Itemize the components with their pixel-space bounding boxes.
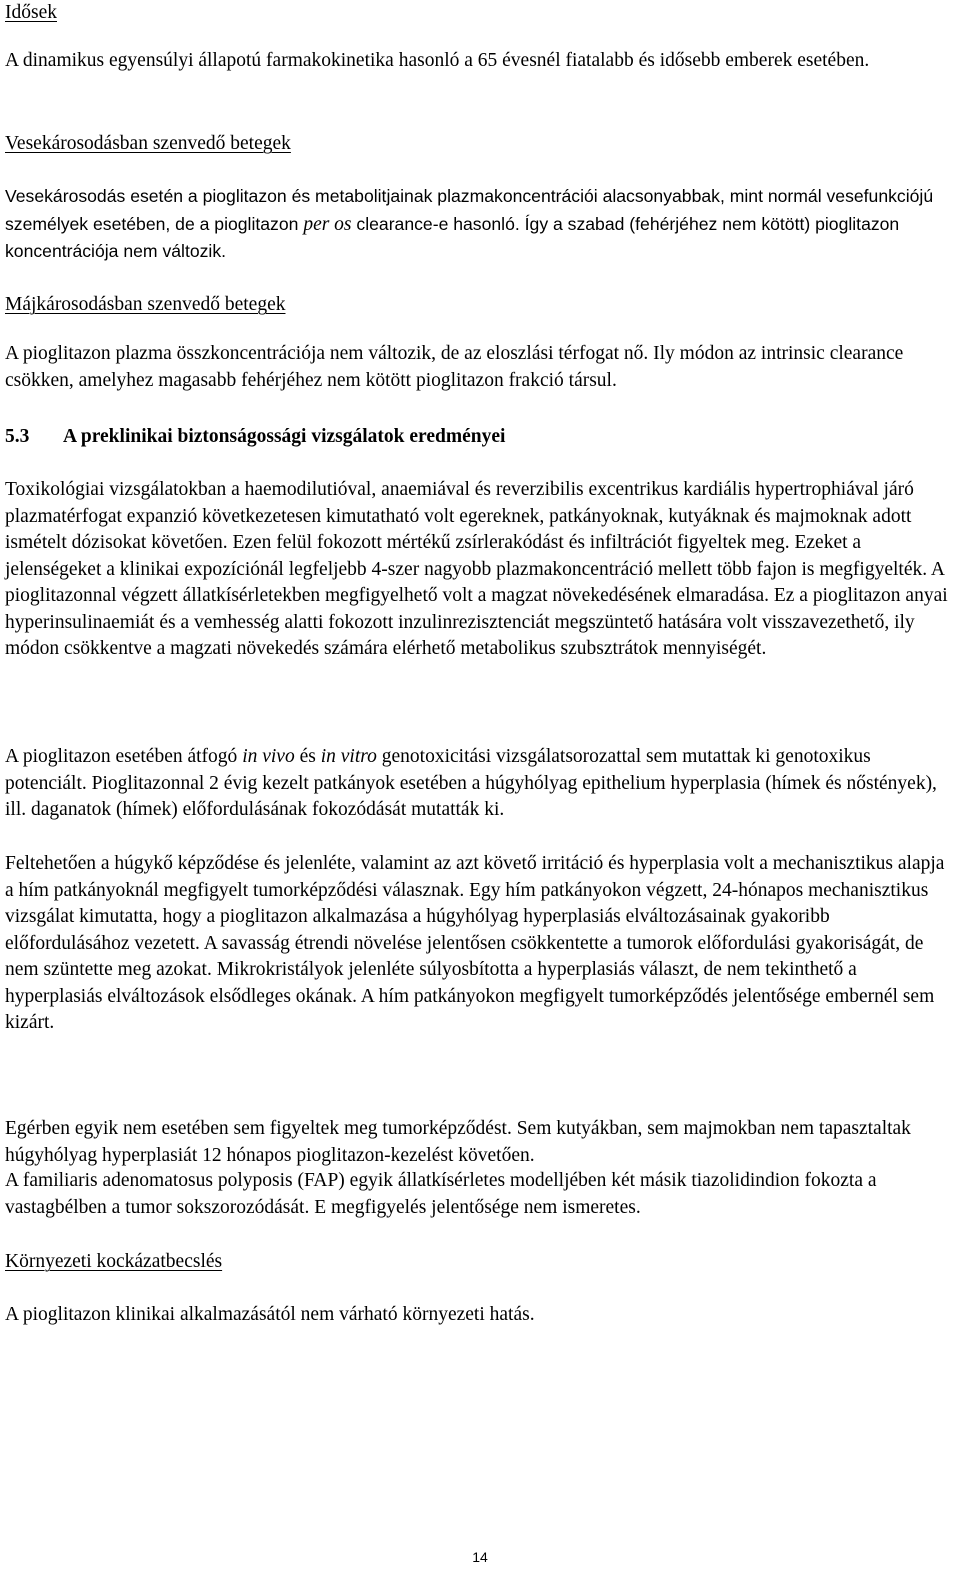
preclinical-p3-block [5,851,955,1037]
preclinical-paragraph-2 [5,744,955,824]
elderly-body-block [5,48,955,75]
preclinical-p2-c: genotoxicitási vizsgálatsorozattal sem mutattak ki genotoxikus potenciált. Pioglitazonnal 2 évig kezelt patkányok esetében a húgyhólyag epithelium hyperplasia (hímek és nőstények), ill. daganatok (hímek) előfordulásának fokozódását mutatták ki. [5,746,937,820]
preclinical-paragraph-5: A familiaris adenomatosus polyposis (FAP) egyik állatkísérletes modelljében két másik tiazolidindion fokozta a vastagbélben a tumor sokszorozódását. E megfigyelés jelentősége nem ismeretes. [5,1170,877,1218]
renal-body-after-italic: clearance-e hasonló. Így a szabad (fehérjéhez nem kötött) pioglitazon koncentrációja nem változik. [5,213,900,261]
renal-heading: Vesekárosodásban szenvedő betegek [5,133,291,154]
renal-section [5,131,955,158]
hepatic-section [5,292,955,319]
renal-body-before-italic: Vesekárosodás esetén a pioglitazon és metabolitjainak plazmakoncentrációi alacsonyabbak, mint normál vesefunkciójú személyek esetében, de a pioglitazon [5,186,934,234]
elderly-heading: Idősek [5,2,57,23]
preclinical-p2-italic-2: in vitro [320,746,377,767]
preclinical-heading [5,424,955,451]
renal-body-italic: per os [303,213,352,235]
hepatic-body: A pioglitazon plazma összkoncentrációja nem változik, de az eloszlási térfogat nő. Ily módon az intrinsic clearance csökken, amelyhez magasabb fehérjéhez nem kötött pioglitazon frakció társul. [5,343,904,391]
preclinical-title: A preklinikai biztonságossági vizsgálatok eredményei [63,426,506,447]
preclinical-p2-a: A pioglitazon esetében átfogó [5,746,243,767]
preclinical-p5-block [5,1168,955,1221]
preclinical-number: 5.3 [5,426,30,447]
preclinical-paragraph-1: Toxikológiai vizsgálatokban a haemodilutióval, anaemiával és reverzibilis excentrikus kardiális hypertrophiával járó plazmatérfogat expanzió következetesen kimutatható volt egereknek, patkányoknak, kutyáknak és majmoknak adott ismételt dózisokat követően. Ezen felül fokozott mértékű zsírlerakódást és infiltrációt figyeltek meg. Ezeket a jelenségeket a klinikai expozíciónál legfeljebb 4-szer nagyobb plazmakoncentráció mellett több fajon is megfigyelték. A pioglitazonnal végzett állatkísérletekben megfigyelhető volt a magzat növekedésének elmaradása. Ez a pioglitazon anyai hyperinsulinaemiát és a vemhesség alatti fokozott inzulinrezisztenciát megszüntető hatására volt visszavezethető, ily módon csökkentve a magzati növekedés számára elérhető metabolikus szubsztrátok mennyiségét. [5,479,948,659]
preclinical-p2-block [5,744,955,824]
preclinical-p2-b: és [294,746,321,767]
preclinical-p4-block [5,1116,955,1169]
preclinical-paragraph-3: Feltehetően a húgykő képződése és jelenléte, valamint az azt követő irritáció és hyperplasia volt a mechanisztikus alapja a hím patkányoknál megfigyelt tumorképződési válasznak. Egy hím patkányokon végzett, 24-hónapos mechanisztikus vizsgálat kimutatta, hogy a pioglitazon alkalmazása a húgyhólyag hyperplasiás elváltozásainak gyakoribb előfordulásához vezetett. A savasság étrendi növelése jelentősen csökkentette a tumorok előfordulási gyakoriságát, de nem szüntette meg azokat. Mikrokristályok jelenléte súlyosbította a hyperplasiás választ, de nem tekinthető a hyperplasiás elváltozások elsődleges okának. A hím patkányokon megfigyelt tumorképződés jelentősége embernél sem kizárt. [5,853,945,1033]
elderly-body: A dinamikus egyensúlyi állapotú farmakokinetika hasonló a 65 évesnél fiatalabb és idősebb emberek esetében. [5,50,870,71]
environment-section [5,1249,955,1276]
hepatic-body-block [5,341,955,394]
renal-body-block [5,183,955,266]
page-number: 14 [472,1549,488,1565]
elderly-section [5,0,955,27]
preclinical-section-heading [5,424,955,451]
preclinical-p1-block [5,477,955,663]
renal-body [5,183,955,266]
environment-heading: Környezeti kockázatbecslés [5,1251,223,1272]
environment-body: A pioglitazon klinikai alkalmazásától nem várható környezeti hatás. [5,1304,535,1325]
preclinical-p2-italic-1: in vivo [242,746,295,767]
environment-body-block [5,1302,955,1329]
preclinical-paragraph-4: Egérben egyik nem esetében sem figyeltek meg tumorképződést. Sem kutyákban, sem majmokban nem tapasztaltak húgyhólyag hyperplasiát 12 hónapos pioglitazon-kezelést követően. [5,1118,911,1166]
hepatic-heading: Májkárosodásban szenvedő betegek [5,294,286,315]
